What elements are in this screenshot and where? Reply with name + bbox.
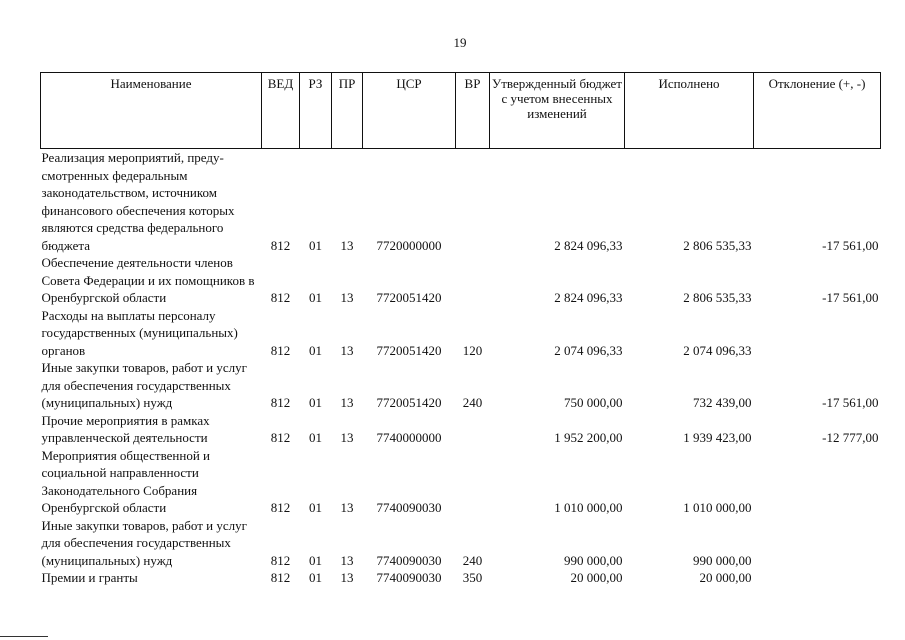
- row-pr: 13: [340, 290, 354, 305]
- row-rz: 01: [309, 237, 322, 253]
- row-ved: 812: [270, 290, 291, 305]
- row-name: Расходы на выплаты персоналу государственных (муниципальных) органов: [41, 307, 238, 358]
- table-body: [41, 149, 881, 587]
- row-ved: 812: [270, 237, 291, 253]
- header-deviation: Отклонение (+, -): [754, 73, 881, 149]
- row-name: Иные закупки товаров, работ и услуг для обеспечения государственных (муниципальных) нужд: [41, 517, 247, 568]
- header-approved-budget: Утвержденный бюджет с учетом внесенных изменений: [490, 73, 625, 149]
- row-rz: 01: [309, 430, 322, 445]
- row-approved: 2 824 096,33: [554, 290, 623, 305]
- row-executed: 20 000,00: [699, 570, 752, 585]
- row-executed: 990 000,00: [693, 552, 752, 568]
- row-name: Премии и гранты: [41, 570, 138, 585]
- row-csr: 7720051420: [376, 290, 442, 305]
- table-row: [41, 569, 881, 587]
- budget-execution-table: [40, 72, 881, 587]
- row-deviation: -17 561,00: [822, 237, 879, 253]
- row-vr: 240: [462, 395, 483, 410]
- header-name: Наименование: [41, 73, 262, 149]
- row-name: Иные закупки товаров, работ и услуг для обеспечения государственных (муниципальных) нужд: [41, 360, 247, 410]
- table-row: [41, 254, 881, 307]
- row-approved: 2 824 096,33: [554, 237, 623, 253]
- row-vr: [456, 412, 490, 447]
- table-row: [41, 149, 881, 255]
- row-rz: 01: [309, 500, 322, 515]
- row-csr: 7740000000: [376, 430, 442, 445]
- row-vr: [456, 254, 490, 307]
- row-pr: 13: [340, 552, 354, 568]
- row-approved: 990 000,00: [564, 552, 623, 568]
- row-deviation: [754, 517, 881, 570]
- row-csr: 7720051420: [376, 395, 442, 410]
- table-row: [41, 517, 881, 570]
- row-executed: 1 010 000,00: [683, 500, 752, 515]
- row-name: Мероприятия общественной и социальной направленности Законодательного Собрания Оренбургской области: [41, 447, 210, 515]
- page-number: 19: [453, 35, 467, 50]
- row-rz: 01: [309, 395, 322, 410]
- row-executed: 1 939 423,00: [683, 430, 752, 445]
- table-row: [41, 447, 881, 517]
- row-vr: 240: [462, 552, 483, 568]
- row-vr: [456, 447, 490, 517]
- row-approved: 20 000,00: [570, 570, 623, 585]
- row-csr: 7740090030: [376, 570, 442, 585]
- row-deviation: [754, 447, 881, 517]
- header-executed: Исполнено: [625, 73, 754, 149]
- row-ved: 812: [270, 430, 291, 445]
- header-csr: ЦСР: [363, 73, 456, 149]
- row-deviation: -17 561,00: [822, 395, 879, 410]
- row-ved: 812: [270, 552, 291, 568]
- row-pr: 13: [340, 395, 354, 410]
- row-rz: 01: [309, 552, 322, 568]
- row-pr: 13: [340, 342, 354, 358]
- header-ved: ВЕД: [262, 73, 300, 149]
- row-csr: 7740090030: [376, 500, 442, 515]
- row-vr: 120: [462, 342, 483, 358]
- row-csr: 7740090030: [376, 552, 442, 568]
- row-deviation: [754, 307, 881, 360]
- header-pr: ПР: [332, 73, 363, 149]
- table-header: [41, 73, 881, 149]
- row-executed: 2 806 535,33: [683, 290, 752, 305]
- row-pr: 13: [340, 570, 354, 585]
- row-csr: 7720000000: [376, 237, 442, 253]
- row-deviation: -17 561,00: [822, 290, 879, 305]
- row-csr: 7720051420: [376, 342, 442, 358]
- row-rz: 01: [309, 342, 322, 358]
- table-row: [41, 412, 881, 447]
- row-approved: 2 074 096,33: [554, 342, 623, 358]
- row-name: Прочие мероприятия в рамках управленческой деятельности: [41, 412, 210, 445]
- row-pr: 13: [340, 500, 354, 515]
- row-rz: 01: [309, 570, 322, 585]
- row-executed: 732 439,00: [693, 395, 752, 410]
- row-vr: 350: [462, 570, 483, 585]
- row-vr: [456, 149, 490, 255]
- table-row: [41, 307, 881, 360]
- row-name: Реализация мероприятий, преду-смотренных федеральным законодательством, источником финансового обеспечения которых являются средства федерального бюджета: [41, 150, 235, 253]
- row-approved: 750 000,00: [564, 395, 623, 410]
- row-deviation: [754, 569, 881, 587]
- footnote-separator-line: [0, 636, 48, 637]
- row-pr: 13: [340, 237, 354, 253]
- row-executed: 2 074 096,33: [683, 342, 752, 358]
- row-approved: 1 952 200,00: [554, 430, 623, 445]
- header-rz: РЗ: [300, 73, 332, 149]
- row-name: Обеспечение деятельности членов Совета Федерации и их помощников в Оренбургской области: [41, 255, 255, 305]
- row-pr: 13: [340, 430, 354, 445]
- row-executed: 2 806 535,33: [683, 237, 752, 253]
- row-ved: 812: [270, 342, 291, 358]
- row-rz: 01: [309, 290, 322, 305]
- header-vr: ВР: [456, 73, 490, 149]
- table-row: [41, 359, 881, 412]
- row-deviation: -12 777,00: [822, 430, 879, 445]
- row-ved: 812: [270, 395, 291, 410]
- row-approved: 1 010 000,00: [554, 500, 623, 515]
- row-ved: 812: [270, 500, 291, 515]
- row-ved: 812: [270, 570, 291, 585]
